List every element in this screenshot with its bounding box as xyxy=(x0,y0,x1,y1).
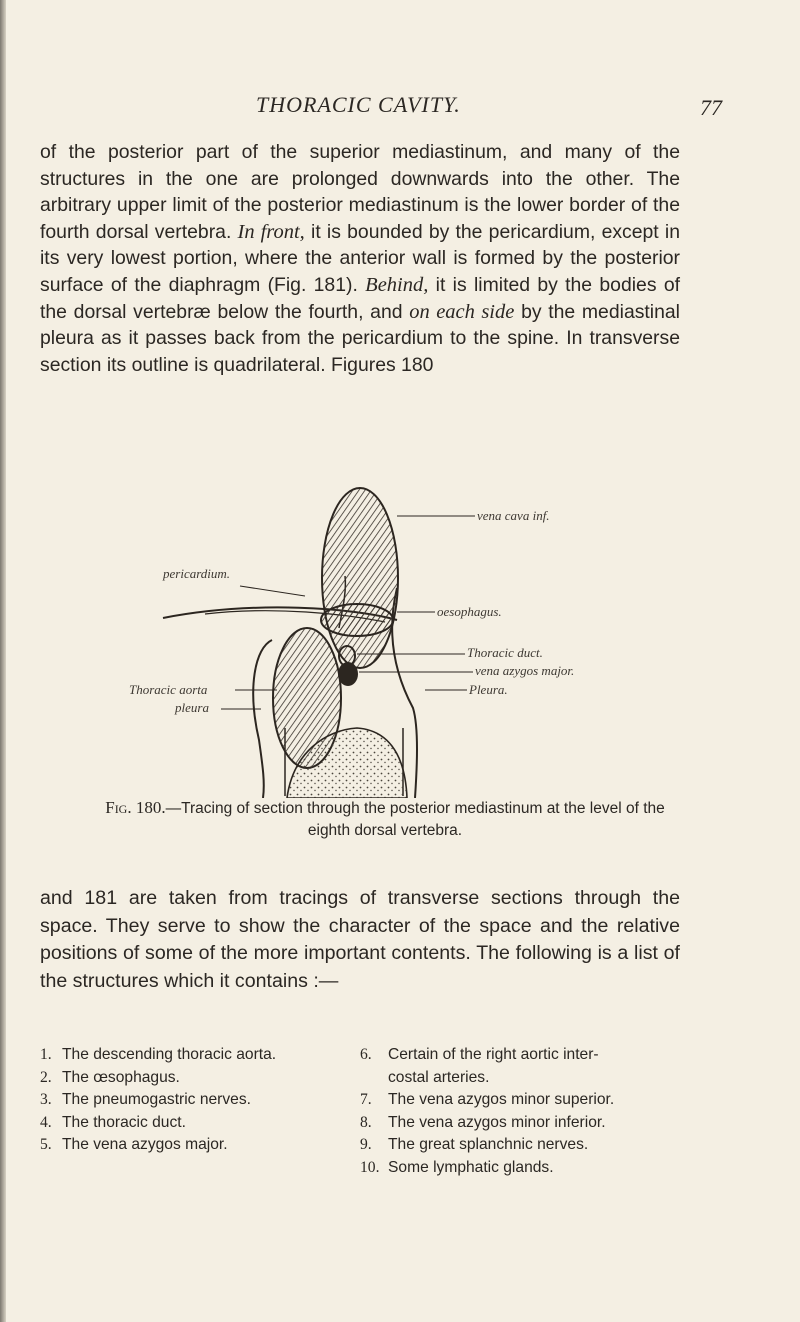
list-item xyxy=(360,1157,690,1180)
left-pleura-outline xyxy=(253,640,272,798)
figure-180 xyxy=(129,478,695,798)
list-item-text: Some lymphatic glands. xyxy=(388,1158,554,1176)
vena-cava-vessel xyxy=(322,488,398,668)
list-item-number: 5. xyxy=(40,1136,52,1153)
para1-italic-in-front: In front, xyxy=(237,220,305,243)
list-item xyxy=(360,1044,690,1067)
list-item-number: 1. xyxy=(40,1046,52,1063)
para1-text-b: it is bounded by the pericardium, except in its very lowest portion, where the anterior wall is formed by the posterior surface of the diaphragm (Fig. 181). xyxy=(40,220,680,296)
para1-text-c: it is limited by the bodies of the dorsal vertebræ below the fourth, and xyxy=(40,273,680,323)
leader-pericardium xyxy=(240,586,305,596)
list-item-continuation xyxy=(360,1067,690,1090)
caption-text: —Tracing of section through the posterior mediastinum at the level of the eighth dorsal vertebra. xyxy=(165,800,665,839)
label-oesophagus: oesophagus. xyxy=(437,604,502,619)
label-pleura-right: Pleura. xyxy=(469,682,508,697)
list-item-text: The great splanchnic nerves. xyxy=(388,1136,589,1153)
list-item xyxy=(360,1134,690,1157)
caption-figure-number: Fig. 180. xyxy=(105,798,166,817)
para1-text-d: by the mediastinal pleura as it passes back from the pericardium to the spine. In transverse section its outline is quadrilateral. Figures 180 xyxy=(40,300,680,376)
page-edge xyxy=(0,0,6,1322)
list-item-text: The vena azygos major. xyxy=(62,1136,228,1153)
section-tracing xyxy=(135,478,695,798)
page-number: 77 xyxy=(700,95,722,120)
label-pericardium: pericardium. xyxy=(163,566,231,581)
list-item-number: 3. xyxy=(40,1091,52,1108)
list-item-number: 9. xyxy=(360,1136,372,1153)
label-vena-cava: vena cava inf. xyxy=(477,508,550,523)
list-item xyxy=(360,1112,690,1135)
list-item xyxy=(360,1089,690,1112)
list-item-number: 8. xyxy=(360,1113,372,1131)
structures-list-left xyxy=(40,1044,340,1157)
paragraph-1 xyxy=(40,139,680,378)
vena-azygos-circle xyxy=(338,662,358,686)
list-item-number: 2. xyxy=(40,1068,52,1086)
label-pleura-left: pleura xyxy=(175,700,209,715)
figure-caption xyxy=(105,797,665,842)
list-item-text: Certain of the right aortic inter- xyxy=(388,1046,599,1063)
list-item-number: 6. xyxy=(360,1046,372,1063)
list-item xyxy=(40,1044,340,1067)
list-item-text: The descending thoracic aorta. xyxy=(62,1046,277,1063)
para1-text-a: of the posterior part of the superior mediastinum, and many of the structures in the one are prolonged downwards into the other. The arbitrary upper limit of the posterior mediastinum is the lower border of the fourth dorsal vertebra. xyxy=(40,141,680,243)
list-item-number: 10. xyxy=(360,1158,380,1176)
oesophagus-shape xyxy=(321,604,393,636)
label-thoracic-duct: Thoracic duct. xyxy=(467,645,543,660)
list-item xyxy=(40,1089,340,1112)
list-item-number: 4. xyxy=(40,1113,52,1131)
para1-italic-on-each-side: on each side xyxy=(409,300,515,323)
label-thoracic-aorta: Thoracic aorta xyxy=(129,682,208,697)
list-item-number: 7. xyxy=(360,1091,372,1108)
list-item-text: The vena azygos minor inferior. xyxy=(388,1113,606,1131)
label-vena-azygos: vena azygos major. xyxy=(475,663,575,678)
list-item-text: costal arteries. xyxy=(388,1068,490,1086)
list-item-text: The œsophagus. xyxy=(62,1068,180,1086)
list-item xyxy=(40,1067,340,1090)
running-title: THORACIC CAVITY. xyxy=(256,92,461,117)
list-item xyxy=(40,1112,340,1135)
list-item-text: The pneumogastric nerves. xyxy=(62,1091,251,1108)
paragraph-2: and 181 are taken from tracings of transverse sections through the space. They serve to show the character of the space and the relative positions of some of the more important contents. The following is a list of the structures which it contains :— xyxy=(40,887,680,992)
para1-italic-behind: Behind, xyxy=(365,273,429,296)
list-item-text: The vena azygos minor superior. xyxy=(388,1091,615,1108)
list-item-text: The thoracic duct. xyxy=(62,1113,186,1131)
list-item xyxy=(40,1134,340,1157)
structures-list-right xyxy=(360,1044,690,1179)
